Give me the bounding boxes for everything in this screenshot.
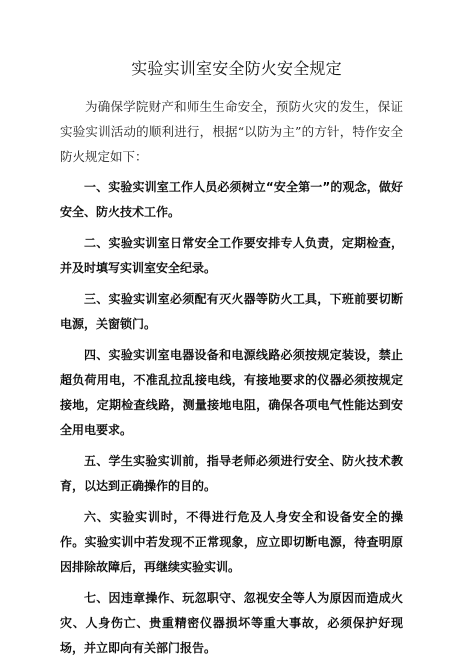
rule-item-2: 二、实验实训室日常安全工作要安排专人负责，定期检查，并及时填写实训室安全纪录。 (60, 236, 403, 275)
rule-item-3: 三、实验实训室必须配有灭火器等防火工具，下班前要切断电源，关窗锁门。 (60, 292, 403, 331)
rule-item-4: 四、实验实训室电器设备和电源线路必须按规定装设，禁止超负荷用电，不准乱拉乱接电线，有接地要求的仪器必须按规定接地，定期检查线路，测量接地电阻，确保各项电气性能达到安全用电要求。 (60, 348, 403, 437)
rule-item-6: 六、实验实训时，不得进行危及人身安全和设备安全的操作。实验实训中若发现不正常现象，应立即切断电源，待查明原因排除故障后，再继续实验实训。 (60, 510, 403, 574)
rule-item-5: 五、学生实验实训前，指导老师必须进行安全、防火技术教育，以达到正确操作的目的。 (60, 454, 403, 493)
intro-paragraph: 为确保学院财产和师生生命安全，预防火灾的发生，保证实验实训活动的顺利进行，根据“以防为主”的方针，特作安全防火规定如下： (60, 99, 403, 164)
rules-list (60, 175, 403, 661)
rule-item-1: 一、实验实训室工作人员必须树立“安全第一”的观念，做好安全、防火技术工作。 (60, 180, 403, 219)
document-title: 实验实训室安全防火安全规定 (131, 59, 342, 78)
rule-item-7: 七、因违章操作、玩忽职守、忽视安全等人为原因而造成火灾、人身伤亡、贵重精密仪器损坏等重大事故，必须保护好现场，并立即向有关部门报告。 (60, 591, 403, 655)
